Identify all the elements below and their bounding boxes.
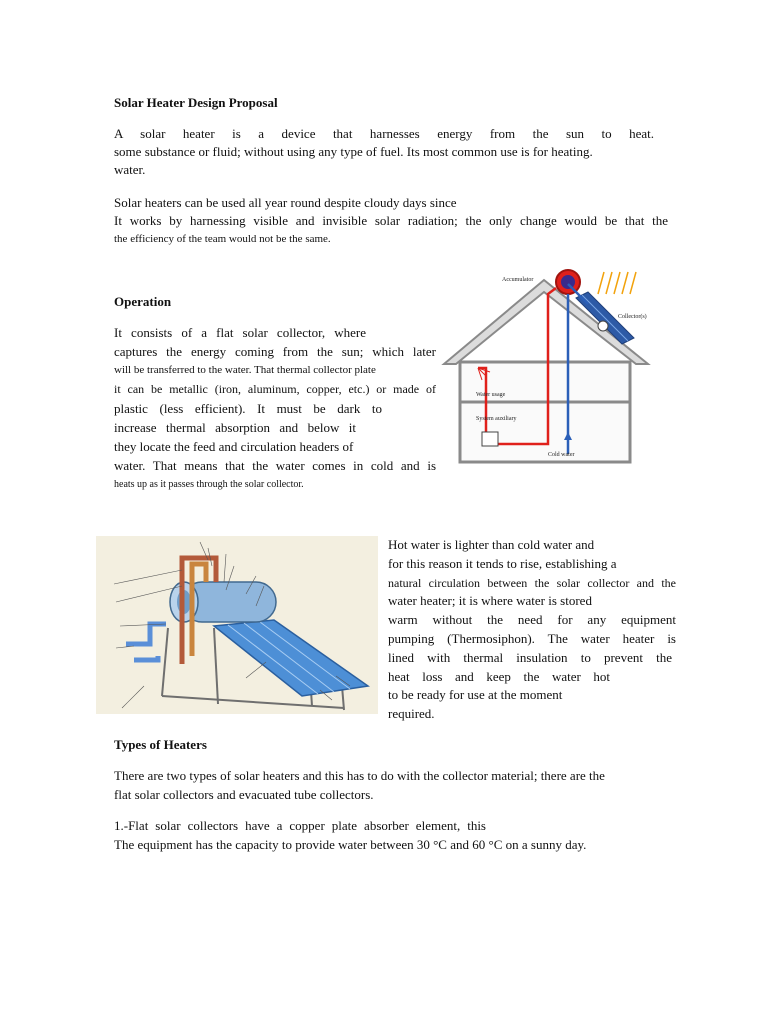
system-auxiliary-label: System auxiliary <box>476 416 517 422</box>
text-line: captures the energy coming from the sun; which later <box>114 344 436 359</box>
auxiliary-system-box <box>482 432 498 446</box>
types-paragraph-1 <box>114 766 654 804</box>
text-line: increase thermal absorption and below it <box>114 420 356 435</box>
text-line: required. <box>388 706 435 722</box>
text-line: water. <box>114 162 146 177</box>
text-line: water heater; it is where water is stored <box>388 593 592 609</box>
text-line: pumping (Thermosiphon). The water heater is <box>388 630 676 646</box>
text-line: natural circulation between the solar collector and the <box>388 575 676 590</box>
document-title: Solar Heater Design Proposal <box>114 95 278 110</box>
types-paragraph-2 <box>114 816 634 854</box>
text-line: it can be metallic (iron, aluminum, copper, etc.) or made of <box>114 382 436 396</box>
types-heading: Types of Heaters <box>114 737 207 752</box>
text-line: for this reason it tends to rise, establishing a <box>388 555 617 571</box>
operation-heading: Operation <box>114 294 172 309</box>
text-line: heats up as it passes through the solar collector. <box>114 479 304 490</box>
text-line: they locate the feed and circulation headers of <box>114 439 354 454</box>
text-line: plastic (less efficient). It must be dark to <box>114 401 382 416</box>
thermosiphon-paragraph <box>388 536 676 724</box>
sun-rays-icon <box>598 272 636 294</box>
thermosiphon-heater-illustration <box>96 536 378 714</box>
text-line: It consists of a flat solar collector, where <box>114 325 366 340</box>
text-line: the efficiency of the team would not be the same. <box>114 233 331 245</box>
text-line: warm without the need for any equipment <box>388 612 676 628</box>
accumulator-tank <box>556 270 580 294</box>
text-line: to be ready for use at the moment <box>388 687 563 703</box>
intro-paragraph-1 <box>114 125 654 179</box>
house-solar-diagram <box>438 264 656 466</box>
text-line: There are two types of solar heaters and this has to do with the collector material; there are the <box>114 768 605 783</box>
text-line: lined with thermal insulation to prevent the <box>388 649 672 665</box>
text-line: A solar heater is a device that harnesses energy from the sun to heat. <box>114 126 654 141</box>
water-usage-label: Water usage <box>476 392 506 398</box>
intro-paragraph-2 <box>114 194 668 248</box>
text-line: some substance or fluid; without using any type of fuel. Its most common use is for heating. <box>114 144 593 159</box>
cold-water-label: Cold water <box>548 452 575 458</box>
text-line: will be transferred to the water. That thermal collector plate <box>114 364 376 376</box>
text-line: flat solar collectors and evacuated tube collectors. <box>114 787 374 802</box>
operation-paragraph <box>114 323 436 494</box>
collectors-label: Collector(s) <box>618 314 647 320</box>
text-line: Solar heaters can be used all year round despite cloudy days since <box>114 195 457 210</box>
accumulator-label: Accumulator <box>502 277 534 283</box>
text-line: Hot water is lighter than cold water and <box>388 537 595 552</box>
text-line: It works by harnessing visible and invisible solar radiation; the only change would be that the <box>114 213 668 228</box>
water-storage-tank <box>170 582 276 622</box>
text-line: The equipment has the capacity to provide water between 30 °C and 60 °C on a sunny day. <box>114 837 587 852</box>
text-line: heat loss and keep the water hot <box>388 668 610 684</box>
text-line: 1.-Flat solar collectors have a copper plate absorber element, this <box>114 818 486 833</box>
text-line: water. That means that the water comes in cold and is <box>114 458 436 473</box>
